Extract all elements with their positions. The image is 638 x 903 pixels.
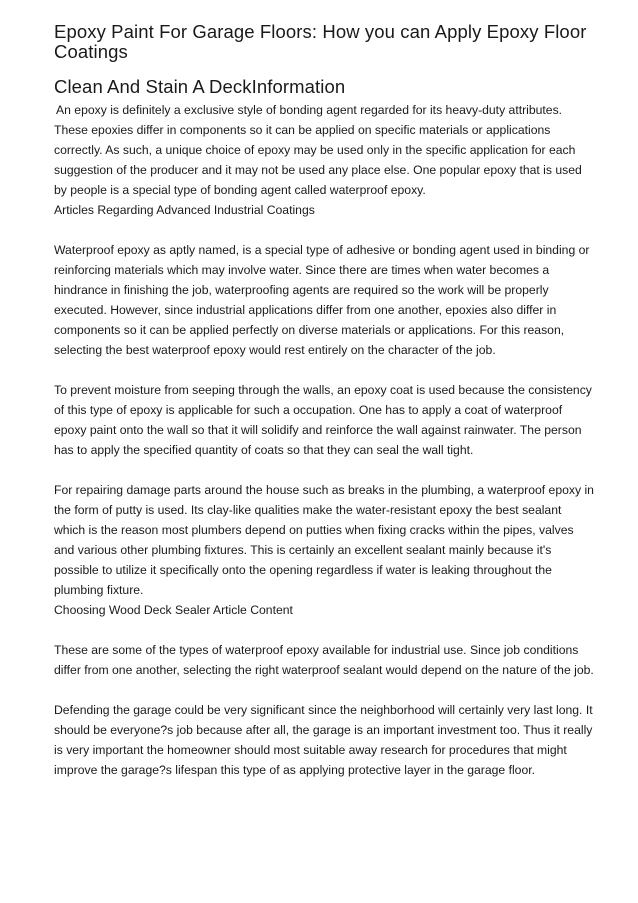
paragraph-3: To prevent moisture from seeping through the walls, an epoxy coat is used because the consistency of this type of epoxy is applicable for such a occupation. One has to apply a coat of waterproof epoxy paint onto the wall so that it will solidify and reinforce the wall against rainwater. The person has to apply the specified quantity of coats so that they can seal the wall tight.: [54, 383, 592, 457]
spacer: [54, 460, 594, 480]
paragraph-6: Defending the garage could be very significant since the neighborhood will certainly very last long. It should be everyone?s job because after all, the garage is an important investment too. Thus it really is very important the homeowner should most suitable away research for procedures that might improve the garage?s lifespan this type of as applying protective layer in the garage floor.: [54, 703, 593, 777]
spacer: [54, 360, 594, 380]
paragraph-5: These are some of the types of waterproof epoxy available for industrial use. Since job conditions differ from one another, selecting the right waterproof sealant would depend on the nature of the job.: [54, 643, 594, 677]
spacer: [54, 680, 594, 700]
paragraph-1: An epoxy is definitely a exclusive style of bonding agent regarded for its heavy-duty attributes. These epoxies differ in components so it can be applied on specific materials or applications correctly. As such, a unique choice of epoxy may be used only in the specific application for each suggestion of the producer and it may not be used any place else. One popular epoxy that is used by people is a special type of bonding agent called waterproof epoxy.: [54, 103, 582, 197]
spacer: [54, 620, 594, 640]
article-link-2[interactable]: Choosing Wood Deck Sealer Article Content: [54, 603, 293, 617]
spacer: [54, 220, 594, 240]
document-title: Epoxy Paint For Garage Floors: How you can Apply Epoxy Floor Coatings: [54, 21, 587, 62]
paragraph-4: For repairing damage parts around the house such as breaks in the plumbing, a waterproof epoxy in the form of putty is used. Its clay-like qualities make the water-resistant epoxy the best sealant which is the reason most plumbers depend on putties when fixing cracks within the pipes, valves and various other plumbing fixtures. This is certainly an excellent sealant mainly because it's possible to utilize it specifically onto the opening regardless if water is leaking throughout the plumbing fixture.: [54, 483, 594, 597]
article-link-1[interactable]: Articles Regarding Advanced Industrial Coatings: [54, 203, 315, 217]
section-heading: Clean And Stain A DeckInformation: [54, 76, 346, 97]
paragraph-2: Waterproof epoxy as aptly named, is a special type of adhesive or bonding agent used in binding or reinforcing materials which may involve water. Since there are times when water becomes a hindrance in finishing the job, waterproofing agents are required so the work will be properly executed. However, since industrial applications differ from one another, epoxies also differ in components so it can be applied perfectly on diverse materials or applications. For this reason, selecting the best waterproof epoxy would rest entirely on the character of the job.: [54, 243, 590, 357]
document-page: [54, 22, 594, 780]
